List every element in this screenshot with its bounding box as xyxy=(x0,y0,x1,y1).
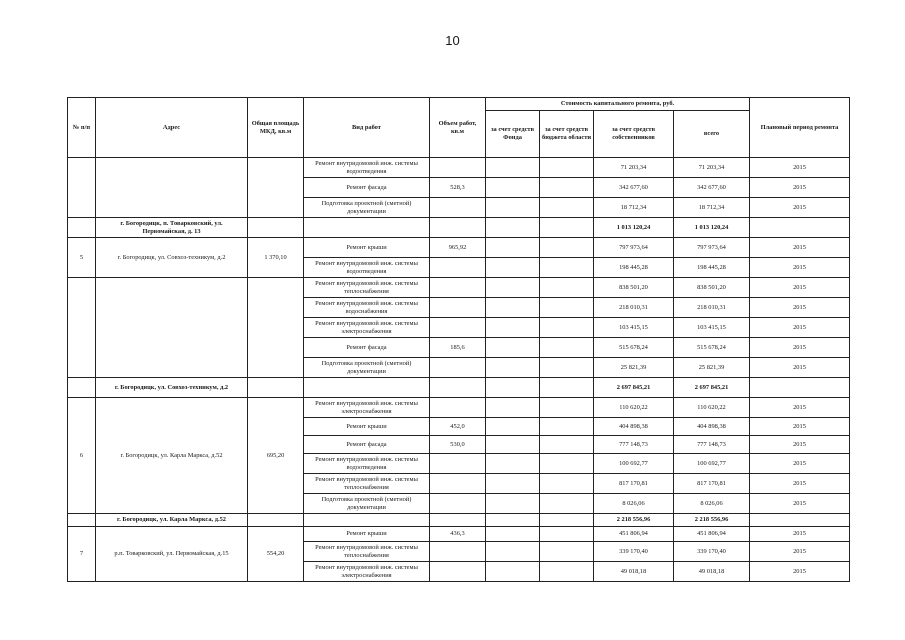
cell-regional xyxy=(540,378,594,398)
header-total: всего xyxy=(674,111,750,158)
cell-fund xyxy=(486,178,540,198)
cell-fund xyxy=(486,158,540,178)
cell-regional xyxy=(540,474,594,494)
cell-work: Ремонт внутридомовой инж. системы водоотведения xyxy=(304,454,430,474)
cell-period: 2015 xyxy=(750,158,850,178)
cell-owners: 100 692,77 xyxy=(594,454,674,474)
cell-owners: 817 170,81 xyxy=(594,474,674,494)
cell-area: 554,20 xyxy=(248,527,304,582)
cell-num xyxy=(68,378,96,398)
cell-regional xyxy=(540,158,594,178)
subtotal-address: г. Богородицк, п. Товарковский, ул. Первомайская, д. 13 xyxy=(96,218,248,238)
cell-fund xyxy=(486,318,540,338)
cell-regional xyxy=(540,542,594,562)
cell-period xyxy=(750,514,850,527)
cell-period: 2015 xyxy=(750,418,850,436)
cell-volume: 452,0 xyxy=(430,418,486,436)
cell-fund xyxy=(486,238,540,258)
cell-period: 2015 xyxy=(750,178,850,198)
cell-total: 71 203,34 xyxy=(674,158,750,178)
cell-fund xyxy=(486,358,540,378)
cell-num: 7 xyxy=(68,527,96,582)
subtotal-total: 1 013 120,24 xyxy=(674,218,750,238)
subtotal-total: 2 218 556,96 xyxy=(674,514,750,527)
cell-regional xyxy=(540,318,594,338)
cell-regional xyxy=(540,454,594,474)
cell-fund xyxy=(486,436,540,454)
cell-area: 695,20 xyxy=(248,398,304,514)
cell-total: 18 712,34 xyxy=(674,198,750,218)
cell-total: 25 821,39 xyxy=(674,358,750,378)
cell-work: Подготовка проектной (сметной) документации xyxy=(304,358,430,378)
cell-num xyxy=(68,218,96,238)
capital-repair-table xyxy=(67,97,850,582)
cell-num: 6 xyxy=(68,398,96,514)
cell-regional xyxy=(540,338,594,358)
cell-work: Ремонт внутридомовой инж. системы водоотведения xyxy=(304,158,430,178)
cell-regional xyxy=(540,358,594,378)
table-row xyxy=(68,238,850,258)
cell-owners: 110 620,22 xyxy=(594,398,674,418)
cell-regional xyxy=(540,278,594,298)
cell-work: Ремонт внутридомовой инж. системы теплоснабжения xyxy=(304,278,430,298)
cell-period: 2015 xyxy=(750,298,850,318)
header-area: Общая площадь МКД, кв.м xyxy=(248,98,304,158)
header-address: Адрес xyxy=(96,98,248,158)
cell-area xyxy=(248,514,304,527)
cell-total: 404 898,38 xyxy=(674,418,750,436)
cell-work: Ремонт внутридомовой инж. системы электроснабжения xyxy=(304,562,430,582)
cell-regional xyxy=(540,258,594,278)
cell-work: Ремонт крыши xyxy=(304,527,430,542)
subtotal-row xyxy=(68,218,850,238)
cell-fund xyxy=(486,474,540,494)
table-row xyxy=(68,398,850,418)
cell-work: Подготовка проектной (сметной) документации xyxy=(304,198,430,218)
page-number: 10 xyxy=(445,33,460,48)
cell-area xyxy=(248,158,304,218)
cell-owners: 8 026,06 xyxy=(594,494,674,514)
cell-work: Подготовка проектной (сметной) документации xyxy=(304,494,430,514)
cell-period: 2015 xyxy=(750,358,850,378)
cell-fund xyxy=(486,338,540,358)
cell-regional xyxy=(540,436,594,454)
cell-work: Ремонт внутридомовой инж. системы теплоснабжения xyxy=(304,542,430,562)
cell-period: 2015 xyxy=(750,494,850,514)
header-regional: за счет средств бюджета области xyxy=(540,111,594,158)
cell-volume: 436,3 xyxy=(430,527,486,542)
cell-owners: 71 203,34 xyxy=(594,158,674,178)
cell-owners: 218 010,31 xyxy=(594,298,674,318)
cell-owners: 838 501,20 xyxy=(594,278,674,298)
cell-total: 8 026,06 xyxy=(674,494,750,514)
header-volume: Объем работ, кв.м xyxy=(430,98,486,158)
cell-owners: 342 677,60 xyxy=(594,178,674,198)
cell-work: Ремонт внутридомовой инж. системы водоотведения xyxy=(304,258,430,278)
cell-fund xyxy=(486,218,540,238)
cell-volume xyxy=(430,218,486,238)
cell-work: Ремонт крыши xyxy=(304,238,430,258)
cell-total: 342 677,60 xyxy=(674,178,750,198)
cell-owners: 777 148,73 xyxy=(594,436,674,454)
cell-regional xyxy=(540,562,594,582)
cell-period: 2015 xyxy=(750,542,850,562)
cell-fund xyxy=(486,278,540,298)
cell-area: 1 370,10 xyxy=(248,238,304,278)
cell-period xyxy=(750,378,850,398)
cell-period: 2015 xyxy=(750,238,850,258)
cell-volume xyxy=(430,158,486,178)
cell-volume: 185,6 xyxy=(430,338,486,358)
cell-total: 49 018,18 xyxy=(674,562,750,582)
cell-total: 100 692,77 xyxy=(674,454,750,474)
cell-regional xyxy=(540,178,594,198)
cell-period: 2015 xyxy=(750,436,850,454)
cell-volume xyxy=(430,514,486,527)
cell-owners: 451 806,94 xyxy=(594,527,674,542)
cell-owners: 797 973,64 xyxy=(594,238,674,258)
cell-address xyxy=(96,158,248,218)
cell-work xyxy=(304,514,430,527)
cell-regional xyxy=(540,527,594,542)
cell-address: р.п. Товарковский, ул. Первомайская, д.15 xyxy=(96,527,248,582)
cell-fund xyxy=(486,527,540,542)
header-num: № п/п xyxy=(68,98,96,158)
cell-total: 103 415,15 xyxy=(674,318,750,338)
cell-work: Ремонт внутридомовой инж. системы электроснабжения xyxy=(304,398,430,418)
cell-owners: 103 415,15 xyxy=(594,318,674,338)
cell-regional xyxy=(540,218,594,238)
cell-period: 2015 xyxy=(750,278,850,298)
cell-work xyxy=(304,378,430,398)
cell-owners: 18 712,34 xyxy=(594,198,674,218)
cell-area xyxy=(248,278,304,378)
cell-address: г. Богородицк, ул. Совхоз-техникум, д.2 xyxy=(96,238,248,278)
cell-volume xyxy=(430,378,486,398)
subtotal-total: 2 697 845,21 xyxy=(674,378,750,398)
cell-total: 218 010,31 xyxy=(674,298,750,318)
cell-work: Ремонт крыши xyxy=(304,418,430,436)
cell-work: Ремонт фасада xyxy=(304,436,430,454)
cell-num xyxy=(68,278,96,378)
cell-fund xyxy=(486,494,540,514)
cell-period: 2015 xyxy=(750,527,850,542)
table-row xyxy=(68,278,850,298)
cell-area xyxy=(248,378,304,398)
cell-volume xyxy=(430,474,486,494)
cell-regional xyxy=(540,514,594,527)
cell-regional xyxy=(540,398,594,418)
cell-volume: 965,92 xyxy=(430,238,486,258)
cell-work xyxy=(304,218,430,238)
cell-volume xyxy=(430,258,486,278)
cell-regional xyxy=(540,418,594,436)
cell-total: 515 678,24 xyxy=(674,338,750,358)
table-row xyxy=(68,158,850,178)
cell-period: 2015 xyxy=(750,562,850,582)
cell-owners: 49 018,18 xyxy=(594,562,674,582)
cell-total: 110 620,22 xyxy=(674,398,750,418)
cell-volume: 528,3 xyxy=(430,178,486,198)
cell-period xyxy=(750,218,850,238)
cell-volume xyxy=(430,298,486,318)
header-work-type: Вид работ xyxy=(304,98,430,158)
header-period: Плановый период ремонта xyxy=(750,98,850,158)
cell-num: 5 xyxy=(68,238,96,278)
cell-work: Ремонт внутридомовой инж. системы водоснабжения xyxy=(304,298,430,318)
cell-volume xyxy=(430,542,486,562)
cell-period: 2015 xyxy=(750,338,850,358)
cell-total: 198 445,28 xyxy=(674,258,750,278)
cell-area xyxy=(248,218,304,238)
cell-volume xyxy=(430,454,486,474)
cell-total: 817 170,81 xyxy=(674,474,750,494)
cell-fund xyxy=(486,298,540,318)
cell-regional xyxy=(540,198,594,218)
cell-fund xyxy=(486,398,540,418)
subtotal-owners: 2 218 556,96 xyxy=(594,514,674,527)
cell-volume xyxy=(430,398,486,418)
cell-fund xyxy=(486,542,540,562)
cell-fund xyxy=(486,562,540,582)
cell-fund xyxy=(486,378,540,398)
cell-fund xyxy=(486,454,540,474)
table-row xyxy=(68,527,850,542)
cell-owners: 404 898,38 xyxy=(594,418,674,436)
header-cost-group: Стоимость капитального ремонта, руб. xyxy=(486,98,750,111)
cell-owners: 25 821,39 xyxy=(594,358,674,378)
cell-work: Ремонт внутридомовой инж. системы электроснабжения xyxy=(304,318,430,338)
cell-owners: 198 445,28 xyxy=(594,258,674,278)
subtotal-address: г. Богородицк, ул. Совхоз-техникум, д.2 xyxy=(96,378,248,398)
cell-owners: 515 678,24 xyxy=(594,338,674,358)
cell-period: 2015 xyxy=(750,474,850,494)
subtotal-address: г. Богородицк, ул. Карла Маркса, д.52 xyxy=(96,514,248,527)
cell-regional xyxy=(540,238,594,258)
cell-address: г. Богородицк, ул. Карла Маркса, д.52 xyxy=(96,398,248,514)
cell-regional xyxy=(540,298,594,318)
cell-volume xyxy=(430,278,486,298)
cell-regional xyxy=(540,494,594,514)
cell-work: Ремонт фасада xyxy=(304,178,430,198)
subtotal-owners: 2 697 845,21 xyxy=(594,378,674,398)
cell-period: 2015 xyxy=(750,454,850,474)
cell-work: Ремонт внутридомовой инж. системы теплоснабжения xyxy=(304,474,430,494)
subtotal-row xyxy=(68,378,850,398)
cell-fund xyxy=(486,418,540,436)
cell-total: 838 501,20 xyxy=(674,278,750,298)
cell-fund xyxy=(486,514,540,527)
cell-fund xyxy=(486,258,540,278)
cell-total: 339 170,40 xyxy=(674,542,750,562)
cell-work: Ремонт фасада xyxy=(304,338,430,358)
cell-total: 797 973,64 xyxy=(674,238,750,258)
cell-fund xyxy=(486,198,540,218)
cell-volume xyxy=(430,198,486,218)
cell-volume xyxy=(430,562,486,582)
cell-owners: 339 170,40 xyxy=(594,542,674,562)
cell-period: 2015 xyxy=(750,198,850,218)
cell-period: 2015 xyxy=(750,258,850,278)
cell-period: 2015 xyxy=(750,318,850,338)
header-owners: за счет средств собственников xyxy=(594,111,674,158)
cell-volume xyxy=(430,318,486,338)
cell-volume xyxy=(430,494,486,514)
cell-period: 2015 xyxy=(750,398,850,418)
subtotal-owners: 1 013 120,24 xyxy=(594,218,674,238)
cell-total: 451 806,94 xyxy=(674,527,750,542)
header-fund: за счет средств Фонда xyxy=(486,111,540,158)
cell-volume xyxy=(430,358,486,378)
cell-volume: 530,0 xyxy=(430,436,486,454)
cell-address xyxy=(96,278,248,378)
cell-total: 777 148,73 xyxy=(674,436,750,454)
cell-num xyxy=(68,514,96,527)
cell-num xyxy=(68,158,96,218)
subtotal-row xyxy=(68,514,850,527)
